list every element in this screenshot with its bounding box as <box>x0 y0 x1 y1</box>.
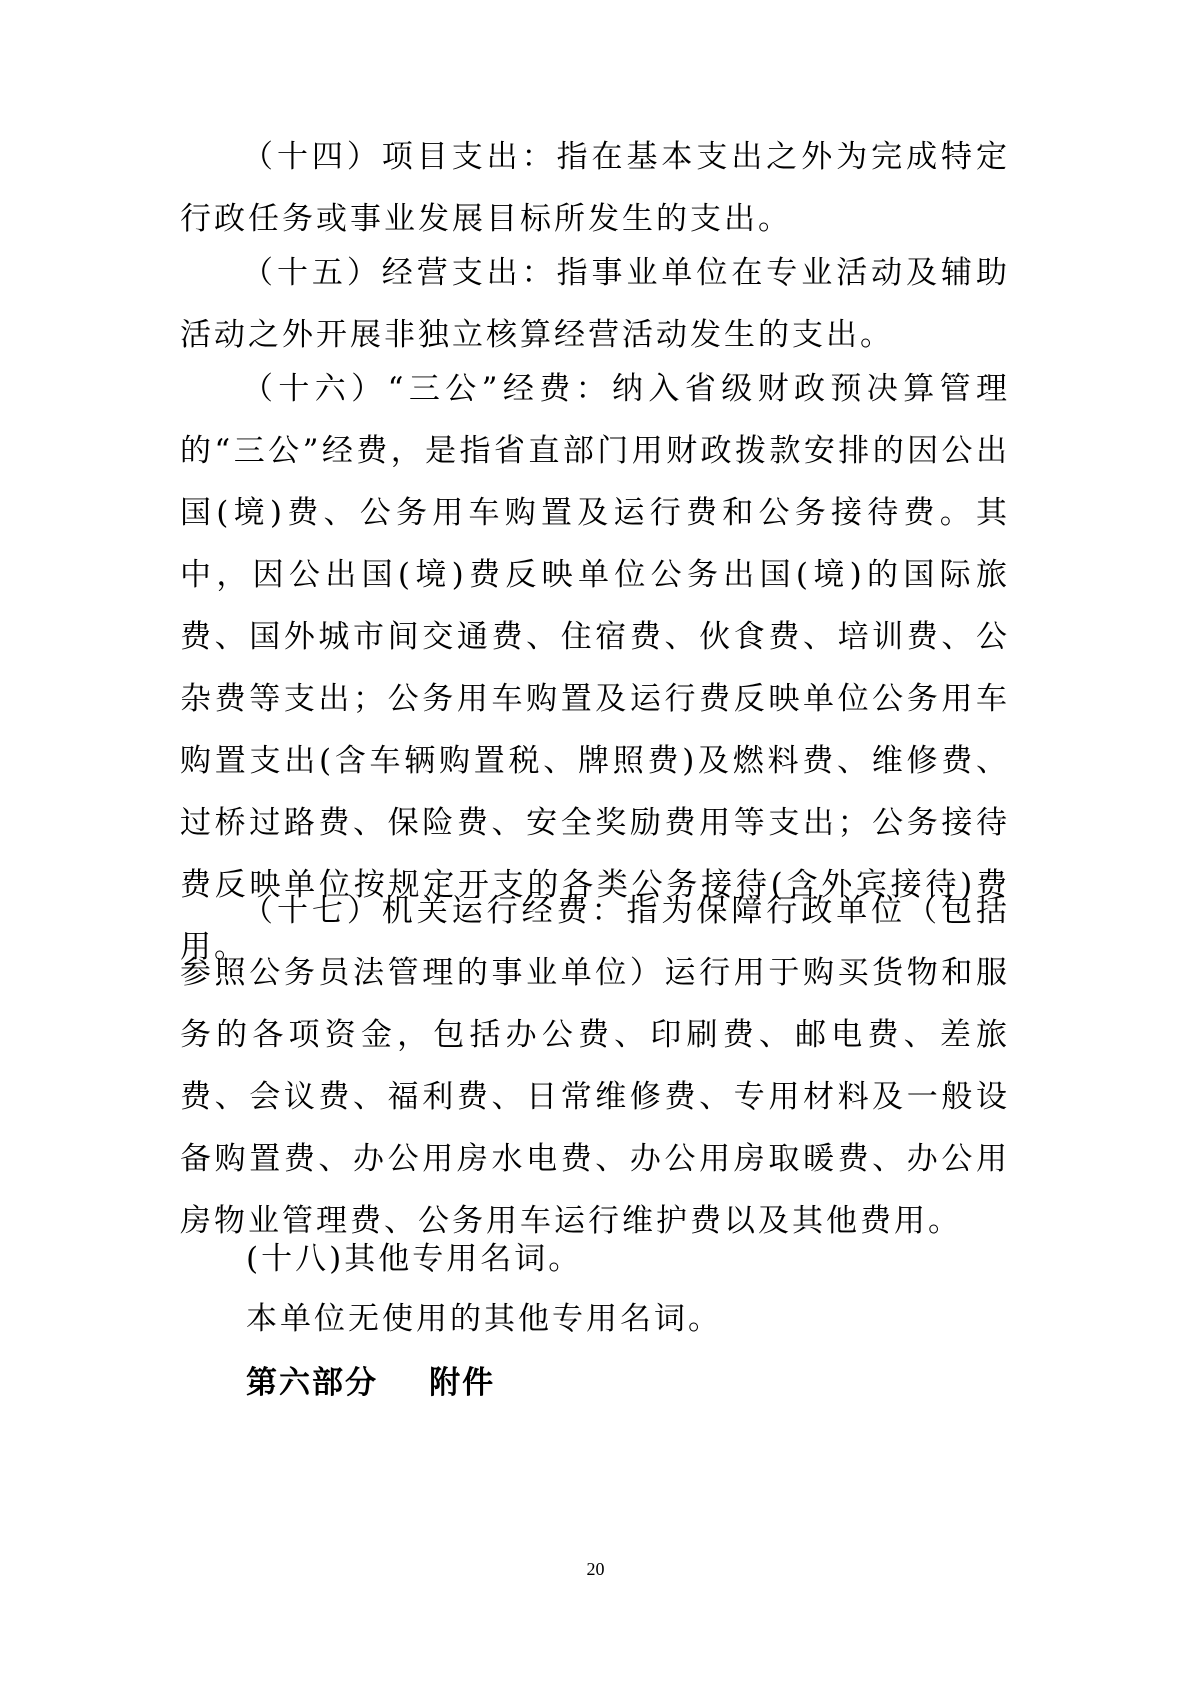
paragraph-three-public-expenses: （十六）“三公”经费：纳入省级财政预决算管理的“三公”经费，是指省直部门用财政拨款安排的因公出国(境)费、公务用车购置及运行费和公务接待费。其中，因公出国(境)费反映单位公务出国(境)的国际旅费、国外城市间交通费、住宿费、伙食费、培训费、公杂费等支出；公务用车购置及运行费反映单位公务用车购置支出(含车辆购置税、牌照费)及燃料费、维修费、过桥过路费、保险费、安全奖励费用等支出；公务接待费反映单位按规定开支的各类公务接待(含外宾接待)费用。 <box>180 371 1010 965</box>
paragraph-operating-expenditure: （十五）经营支出：指事业单位在专业活动及辅助活动之外开展非独立核算经营活动发生的支出。 <box>180 255 1010 353</box>
paragraph-other-terms-heading: (十八)其他专用名词。 <box>246 1241 583 1277</box>
paragraph-project-expenditure: （十四）项目支出：指在基本支出之外为完成特定行政任务或事业发展目标所发生的支出。 <box>180 139 1010 237</box>
paragraph-agency-operating-expenses: （十七）机关运行经费：指为保障行政单位（包括参照公务员法管理的事业单位）运行用于购买货物和服务的各项资金，包括办公费、印刷费、邮电费、差旅费、会议费、福利费、日常维修费、专用材料及一般设备购置费、办公用房水电费、办公用房取暖费、办公用房物业管理费、公务用车运行维护费以及其他费用。 <box>180 893 1010 1239</box>
paragraph-other-terms-body: 本单位无使用的其他专用名词。 <box>246 1301 722 1337</box>
page-number: 20 <box>586 1559 605 1579</box>
section-heading-attachments: 第六部分 附件 <box>246 1365 496 1401</box>
